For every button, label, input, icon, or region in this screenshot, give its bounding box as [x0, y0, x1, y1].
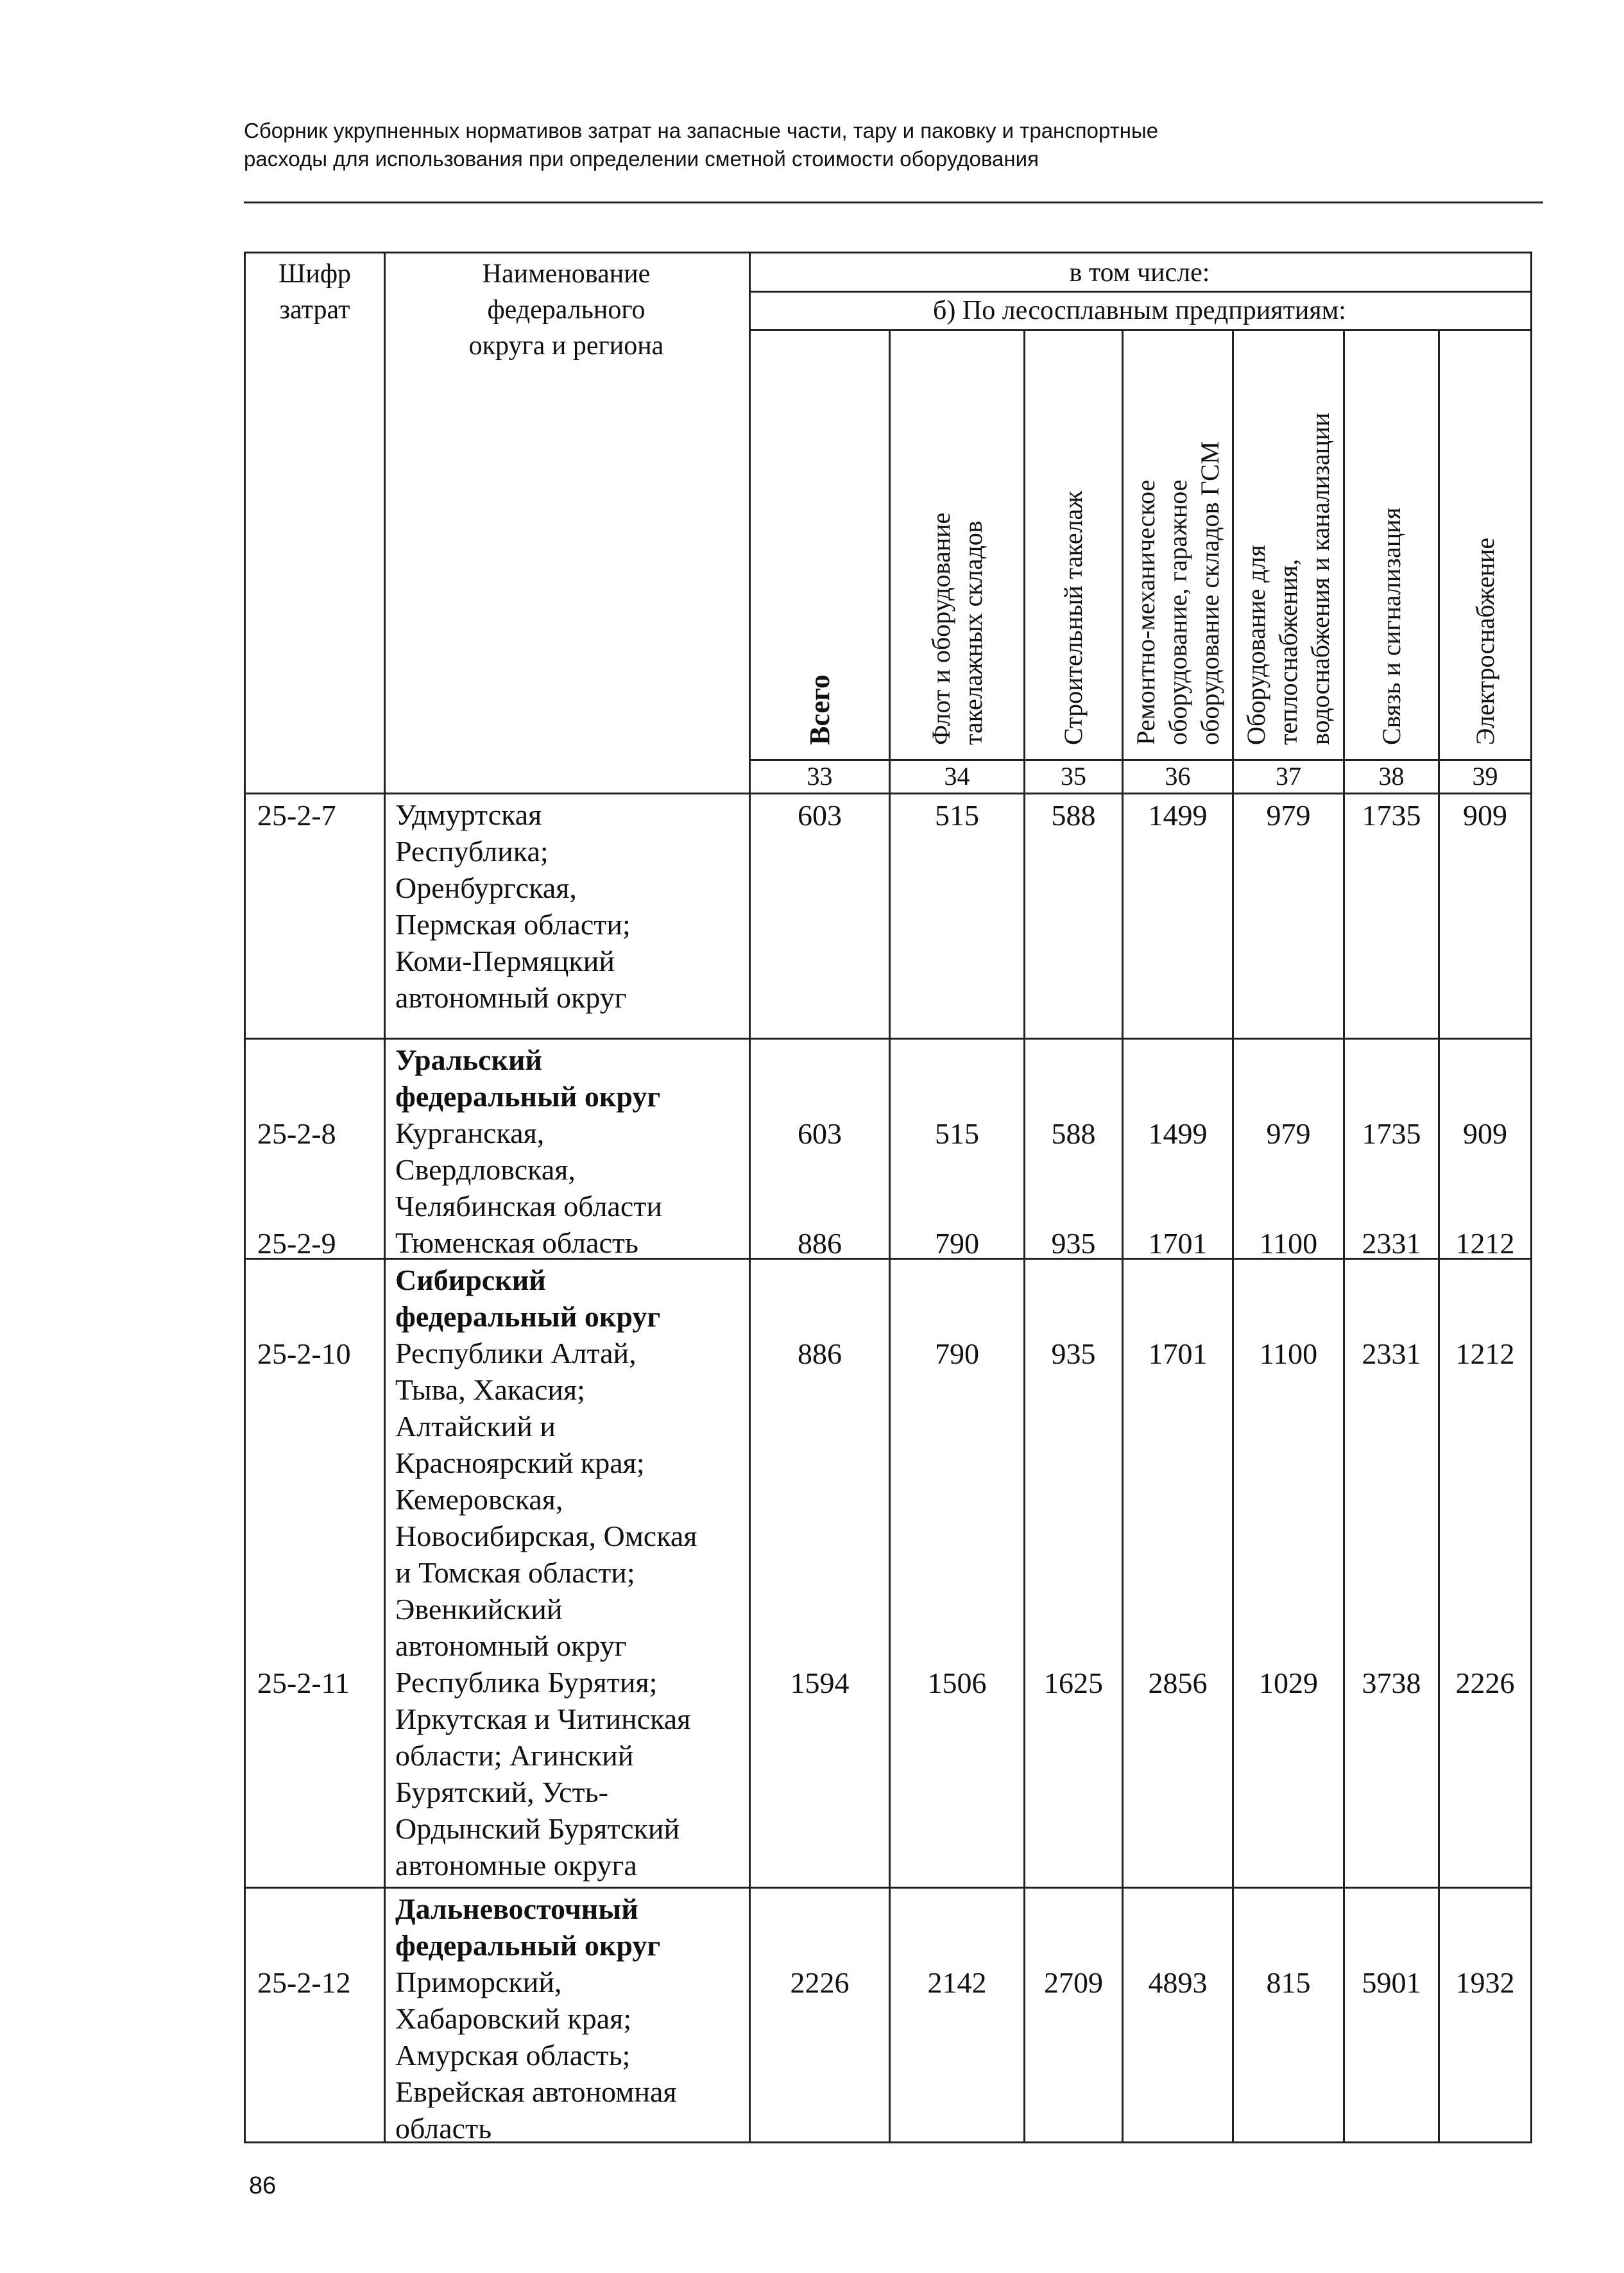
column-number-text: 35 [1061, 762, 1086, 791]
value-text: 2331 [1362, 1337, 1421, 1370]
value-text: 588 [1051, 1117, 1096, 1150]
row-code [246, 1664, 384, 1701]
page-number: 86 [249, 2172, 277, 2199]
value-text: 1701 [1148, 1227, 1208, 1260]
value-cell [1025, 1115, 1122, 1151]
value-text: 935 [1051, 1337, 1096, 1370]
value-text: 3738 [1362, 1667, 1421, 1699]
value-cell [1234, 1224, 1343, 1261]
column-number-text: 33 [807, 762, 833, 791]
value-cell [1345, 1335, 1438, 1371]
value-cell [1440, 1964, 1530, 2000]
value-cell [1124, 1664, 1232, 1701]
column-number [1025, 761, 1122, 793]
region-heading-line: Уральский [395, 1043, 543, 1076]
column-header-line: Электроснабжение [1471, 537, 1500, 745]
value-cell [1025, 1664, 1122, 1701]
column-number-text: 38 [1378, 762, 1405, 791]
value-text: 1029 [1259, 1667, 1318, 1699]
region-heading-line: федеральный округ [395, 1929, 661, 1962]
region-name [384, 796, 749, 1016]
value-cell [751, 1224, 889, 1261]
group-header [749, 255, 1530, 291]
region-name-line: Оренбургская, [395, 871, 577, 904]
region-name-line: Тюменская область [395, 1226, 638, 1259]
region-name-line: Республики Алтай, [395, 1337, 637, 1369]
column-number-text: 34 [944, 762, 970, 791]
value-cell [1440, 1664, 1530, 1701]
value-cell [1345, 1964, 1438, 2000]
row-divider [246, 1887, 1530, 1889]
column-header [1025, 331, 1122, 759]
region-name-line: Приморский, [395, 1966, 562, 1998]
column-header [1345, 331, 1438, 759]
column-number [1124, 761, 1232, 793]
column-header-line: Оборудование для [1242, 545, 1270, 745]
value-cell [891, 796, 1023, 833]
region-name-line: Пермская области; [395, 908, 631, 941]
region-name [384, 1664, 749, 1883]
value-text: 935 [1051, 1227, 1096, 1260]
region-name [384, 1964, 749, 2147]
column-header [1234, 331, 1343, 759]
value-cell [1025, 1224, 1122, 1261]
value-cell [1440, 1335, 1530, 1371]
value-cell [1440, 1224, 1530, 1261]
value-text: 815 [1266, 1966, 1311, 1999]
value-text: 1625 [1044, 1667, 1103, 1699]
value-cell [1234, 1664, 1343, 1701]
row-divider [246, 793, 1530, 794]
value-text: 1932 [1455, 1966, 1515, 1999]
region-name-line: Свердловская, [395, 1153, 576, 1186]
region-name-line: автономные округа [395, 1849, 637, 1882]
value-cell [1345, 796, 1438, 833]
row-code-text: 25-2-9 [257, 1227, 336, 1260]
column-number [891, 761, 1023, 793]
region-name-line: Красноярский края; [395, 1446, 645, 1479]
row-code [246, 1335, 384, 1371]
column-number [751, 761, 889, 793]
value-text: 515 [935, 1117, 979, 1150]
region-name [384, 1335, 749, 1664]
column-header-line: оборудование складов ГСМ [1195, 441, 1224, 745]
column-header-text [1130, 442, 1226, 745]
column-header [1440, 331, 1530, 759]
row-code [246, 1964, 384, 2000]
value-cell [1124, 1115, 1232, 1151]
value-text: 1735 [1362, 799, 1421, 832]
value-cell [1025, 1964, 1122, 2000]
column-header-text [925, 513, 989, 745]
value-cell [891, 1335, 1023, 1371]
value-cell [1025, 1335, 1122, 1371]
value-text: 2331 [1362, 1227, 1421, 1260]
value-text: 588 [1051, 799, 1096, 832]
row-code-text: 25-2-8 [257, 1117, 336, 1150]
region-name-line: области; Агинский [395, 1739, 634, 1772]
region-name-line: Ордынский Бурятский [395, 1812, 680, 1845]
value-text: 5901 [1362, 1966, 1421, 1999]
value-cell [1345, 1115, 1438, 1151]
value-text: 1506 [927, 1667, 987, 1699]
value-text: 790 [935, 1227, 979, 1260]
row-code-text: 25-2-11 [257, 1667, 350, 1699]
column-header-line: Ремонтно-механическое [1131, 479, 1160, 745]
region-name-line: Республика Бурятия; [395, 1666, 658, 1699]
value-cell [751, 796, 889, 833]
value-cell [751, 1115, 889, 1151]
column-header-line: оборудование, гаражное [1163, 479, 1192, 745]
value-text: 909 [1463, 1117, 1507, 1150]
value-text: 1212 [1455, 1227, 1515, 1260]
value-cell [751, 1964, 889, 2000]
value-cell [1124, 1335, 1232, 1371]
region-name-line: Кемеровская, [395, 1483, 563, 1516]
value-cell [891, 1664, 1023, 1701]
value-text: 1735 [1362, 1117, 1421, 1150]
region-name-line: Республика; [395, 835, 549, 868]
value-cell [1124, 796, 1232, 833]
region-heading-line: федеральный округ [395, 1300, 661, 1333]
value-cell [1025, 796, 1122, 833]
value-cell [1234, 796, 1343, 833]
value-cell [1234, 1964, 1343, 2000]
region-heading-line: федеральный округ [395, 1080, 661, 1113]
value-text: 2226 [1455, 1667, 1515, 1699]
name-header-line: Наименование [482, 259, 651, 289]
value-text: 2709 [1044, 1966, 1103, 1999]
row-code-text: 25-2-7 [257, 799, 336, 832]
column-header-line: Строительный такелаж [1059, 491, 1088, 745]
column-number [1345, 761, 1438, 793]
value-text: 909 [1463, 799, 1507, 832]
value-text: 886 [798, 1337, 842, 1370]
region-name-line: Коми-Пермяцкий [395, 945, 615, 977]
value-text: 1100 [1259, 1337, 1318, 1370]
value-text: 2142 [927, 1966, 987, 1999]
row-divider [246, 1038, 1530, 1040]
region-heading [384, 1042, 749, 1115]
region-heading-line: Дальневосточный [395, 1892, 638, 1925]
value-text: 790 [935, 1337, 979, 1370]
region-name-line: Курганская, [395, 1117, 545, 1149]
region-name-line: Новосибирская, Омская [395, 1520, 697, 1552]
value-text: 1100 [1259, 1227, 1318, 1260]
column-header-line: Всего [804, 674, 835, 745]
column-header-text [804, 674, 836, 745]
column-header-text [1376, 508, 1408, 745]
region-name-line: автономный округ [395, 1629, 627, 1662]
value-text: 1701 [1148, 1337, 1208, 1370]
column-header-line: такелажных складов [959, 520, 987, 745]
value-text: 1499 [1148, 799, 1208, 832]
value-text: 979 [1266, 799, 1311, 832]
value-cell [751, 1335, 889, 1371]
value-text: 979 [1266, 1117, 1311, 1150]
region-name-line: Хабаровский края; [395, 2002, 632, 2035]
value-text: 1212 [1455, 1337, 1515, 1370]
value-text: 2226 [790, 1966, 850, 1999]
value-cell [1440, 1115, 1530, 1151]
value-text: 603 [798, 799, 842, 832]
value-cell [751, 1664, 889, 1701]
region-name-line: автономный округ [395, 981, 627, 1014]
region-name-line: Еврейская автономная [395, 2075, 677, 2108]
region-name-line: область [395, 2112, 492, 2145]
column-header-text [1057, 491, 1090, 745]
column-number-text: 36 [1165, 762, 1191, 791]
column-header-line: Флот и оборудование [927, 512, 955, 745]
value-text: 4893 [1148, 1966, 1208, 1999]
column-number-text: 37 [1276, 762, 1301, 791]
value-text: 603 [798, 1117, 842, 1150]
header-line-2: расходы для использования при определении сметной стоимости оборудования [244, 147, 1039, 171]
code-header-line: затрат [279, 295, 350, 325]
column-header-line: водоснабжения и канализации [1306, 413, 1335, 745]
value-cell [891, 1964, 1023, 2000]
column-header-text [1469, 538, 1501, 745]
column-number [1440, 761, 1530, 793]
column-header [891, 331, 1023, 759]
value-cell [891, 1224, 1023, 1261]
region-name-line: Амурская область; [395, 2039, 631, 2071]
column-header [1124, 331, 1232, 759]
value-text: 1499 [1148, 1117, 1208, 1150]
value-cell [891, 1115, 1023, 1151]
header-divider [244, 202, 1543, 203]
name-column-header [384, 253, 749, 793]
column-header-line: Связь и сигнализация [1377, 507, 1406, 745]
group-header-text: в том числе: [1069, 258, 1210, 287]
value-cell [1234, 1115, 1343, 1151]
subgroup-header [749, 293, 1530, 329]
region-name-line: Иркутская и Читинская [395, 1703, 691, 1735]
region-heading [384, 1891, 749, 1964]
subgroup-header-text: б) По лесосплавным предприятиям: [933, 296, 1346, 325]
region-name-line: Алтайский и [395, 1410, 556, 1443]
page-header [244, 117, 1527, 173]
value-cell [1124, 1224, 1232, 1261]
row-code [246, 1224, 384, 1261]
region-name-line: Бурятский, Усть- [395, 1776, 608, 1808]
code-column-header [246, 253, 384, 793]
row-code [246, 1115, 384, 1151]
column-header-text [1240, 413, 1337, 745]
region-name-line: и Томская области; [395, 1556, 635, 1589]
value-text: 886 [798, 1227, 842, 1260]
code-header-line: Шифр [278, 259, 352, 289]
cost-norms-table [244, 252, 1532, 2143]
value-text: 515 [935, 799, 979, 832]
row-code [246, 796, 384, 833]
column-header-line: теплоснабжения, [1274, 559, 1303, 745]
region-name-line: Удмуртская [395, 798, 542, 831]
value-cell [1234, 1335, 1343, 1371]
header-line-1: Сборник укрупненных нормативов затрат на запасные части, тару и паковку и транспортные [244, 119, 1159, 142]
name-header-line: федерального [487, 295, 645, 325]
value-text: 1594 [790, 1667, 850, 1699]
region-name-line: Эвенкийский [395, 1593, 563, 1625]
value-text: 2856 [1148, 1667, 1208, 1699]
region-name-line: Челябинская области [395, 1190, 662, 1222]
region-heading [384, 1262, 749, 1335]
region-name [384, 1115, 749, 1224]
row-code-text: 25-2-10 [257, 1337, 351, 1370]
column-number-text: 39 [1472, 762, 1498, 791]
region-heading-line: Сибирский [395, 1264, 546, 1296]
column-header [751, 331, 889, 759]
row-code-text: 25-2-12 [257, 1966, 351, 1999]
value-cell [1345, 1224, 1438, 1261]
value-cell [1440, 796, 1530, 833]
region-name [384, 1224, 749, 1261]
value-cell [1124, 1964, 1232, 2000]
name-header-line: округа и региона [468, 331, 664, 361]
column-number [1234, 761, 1343, 793]
region-name-line: Тыва, Хакасия; [395, 1373, 585, 1406]
value-cell [1345, 1664, 1438, 1701]
